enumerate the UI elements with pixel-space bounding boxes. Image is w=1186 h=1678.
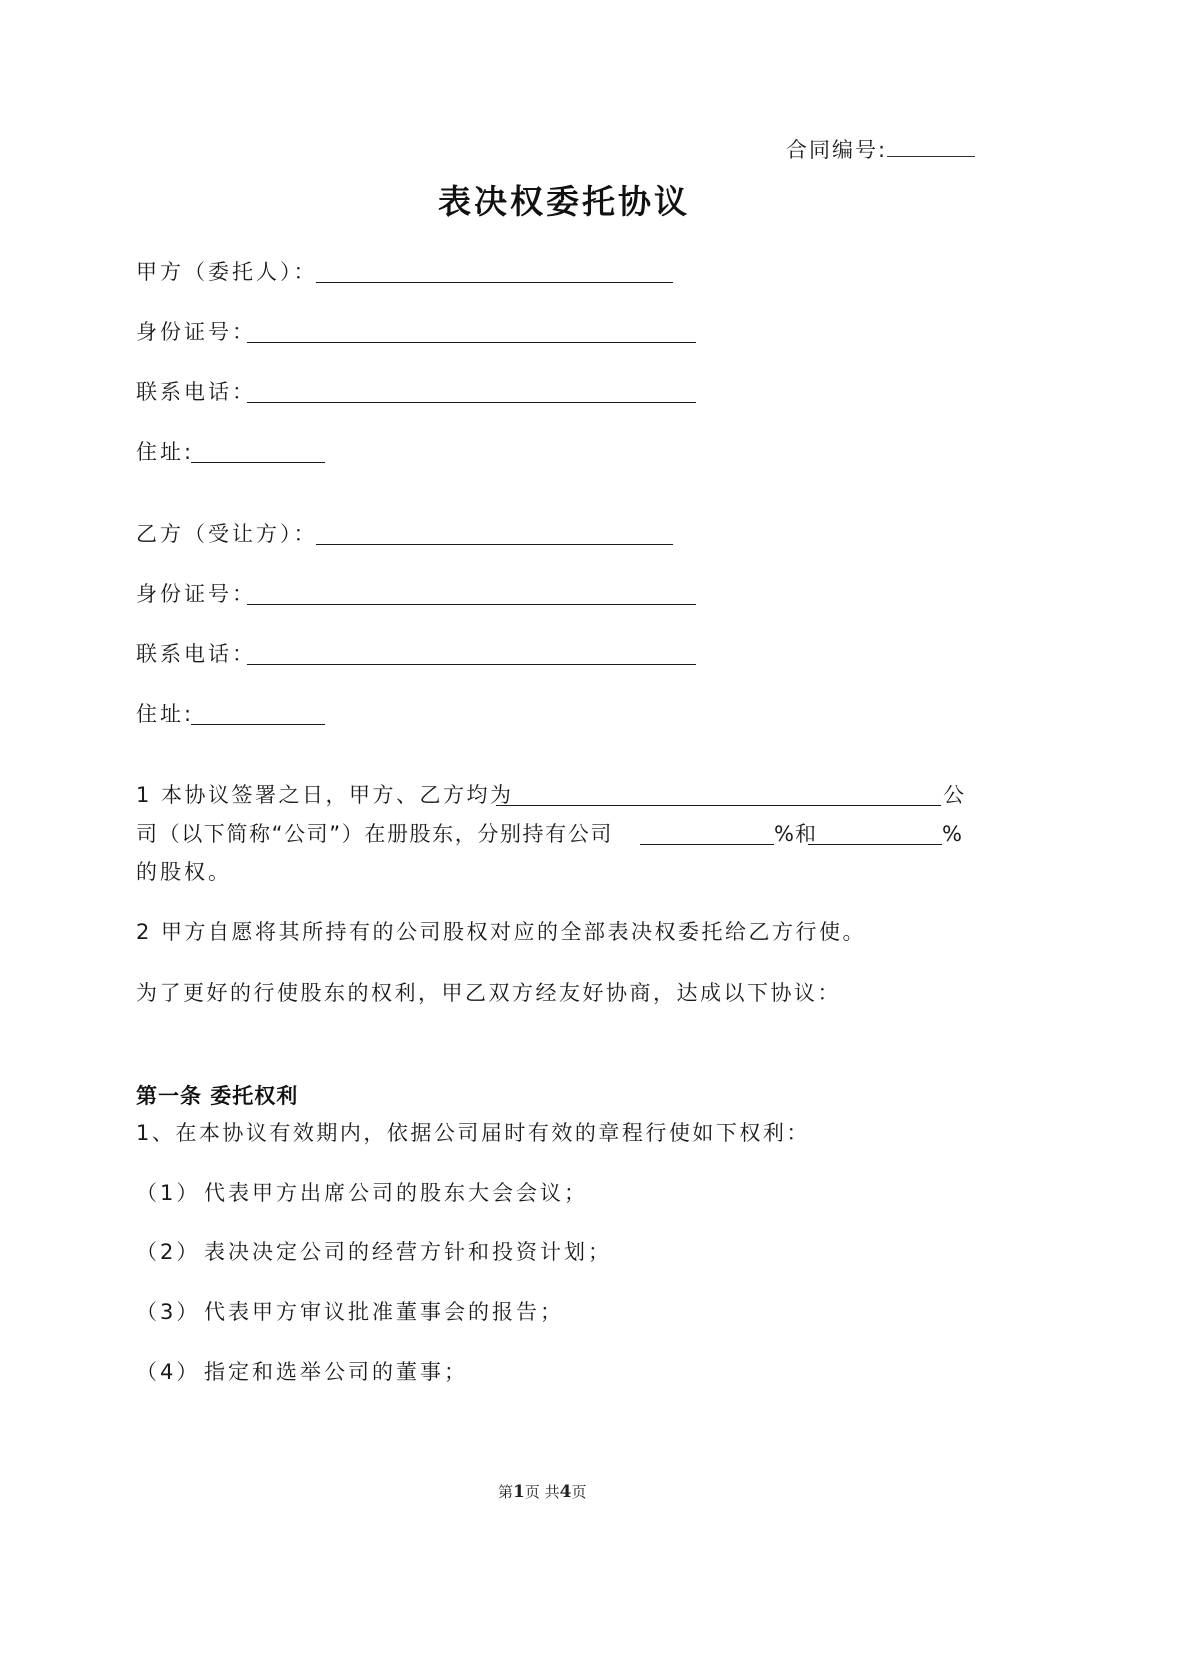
list-item-number: （2） (136, 1240, 201, 1264)
recital-1-percent-and: %和 (774, 822, 817, 846)
page-suffix: 页 (571, 1483, 587, 1501)
party-b-address-row (136, 704, 194, 725)
page-current: 1 (513, 1482, 525, 1502)
list-item-text: 指定和选举公司的董事； (204, 1360, 468, 1384)
document-title: 表决权委托协议 (438, 182, 690, 221)
contract-number-blank[interactable] (887, 138, 975, 157)
party-b-address-label: 住址: (136, 702, 195, 726)
list-item (136, 1302, 200, 1323)
list-item (136, 1183, 200, 1204)
contract-number (786, 138, 975, 161)
list-item (136, 1242, 200, 1263)
party-a-phone-row (136, 382, 256, 403)
party-a-address-label: 住址: (136, 440, 195, 464)
party-a-phone-blank[interactable] (247, 382, 696, 403)
recital-1-line-1-end: 公 (943, 783, 967, 807)
company-name-blank[interactable] (496, 785, 941, 806)
recital-1-line-3: 的股权。 (136, 860, 232, 884)
list-item-number: （4） (136, 1360, 201, 1384)
party-b-name-row (136, 524, 318, 545)
party-a-id-row (136, 322, 256, 343)
party-b-address-blank[interactable] (191, 704, 325, 725)
party-b-id-label: 身份证号： (136, 582, 256, 606)
party-a-address-row (136, 442, 194, 463)
list-item (136, 1362, 200, 1383)
party-a-phone-label: 联系电话： (136, 380, 256, 404)
recital-2: 2 甲方自愿将其所持有的公司股权对应的全部表决权委托给乙方行使。 (136, 920, 867, 944)
party-a-share-blank[interactable] (640, 824, 774, 845)
recital-1-line-1-text: 1 本协议签署之日，甲方、乙方均为 (136, 783, 514, 807)
party-b-name-label: 乙方（受让方）： (136, 522, 318, 546)
article-1-intro: 1、在本协议有效期内，依据公司届时有效的章程行使如下权利： (136, 1121, 810, 1145)
page-total: 4 (559, 1482, 572, 1502)
list-item-number: （1） (136, 1181, 201, 1205)
party-b-phone-row (136, 644, 256, 665)
list-item-text: 表决决定公司的经营方针和投资计划； (204, 1240, 612, 1264)
list-item-text: 代表甲方审议批准董事会的报告； (204, 1300, 564, 1324)
recital-1-percent: % (942, 822, 965, 846)
recital-3: 为了更好的行使股东的权利，甲乙双方经友好协商，达成以下协议： (136, 981, 841, 1005)
party-a-id-blank[interactable] (247, 322, 696, 343)
recital-1-line-2-text: 司（以下简称“公司”）在册股东，分别持有公司 (136, 822, 613, 846)
party-a-address-blank[interactable] (191, 442, 325, 463)
party-b-phone-label: 联系电话： (136, 642, 256, 666)
contract-number-label: 合同编号: (786, 138, 888, 162)
article-1-heading: 第一条 委托权利 (136, 1083, 299, 1108)
party-a-name-label: 甲方（委托人）： (136, 260, 318, 284)
party-b-name-blank[interactable] (316, 524, 673, 545)
party-b-phone-blank[interactable] (247, 644, 696, 665)
party-a-id-label: 身份证号： (136, 320, 256, 344)
list-item-text: 代表甲方出席公司的股东大会会议； (204, 1181, 588, 1205)
page-mid: 页 共 (524, 1483, 560, 1501)
list-item-number: （3） (136, 1300, 201, 1324)
party-b-id-blank[interactable] (247, 584, 696, 605)
page-number (498, 1481, 587, 1502)
party-a-name-row (136, 262, 318, 283)
page-prefix: 第 (498, 1483, 514, 1501)
party-a-name-blank[interactable] (316, 262, 673, 283)
party-b-share-blank[interactable] (808, 824, 942, 845)
party-b-id-row (136, 584, 256, 605)
